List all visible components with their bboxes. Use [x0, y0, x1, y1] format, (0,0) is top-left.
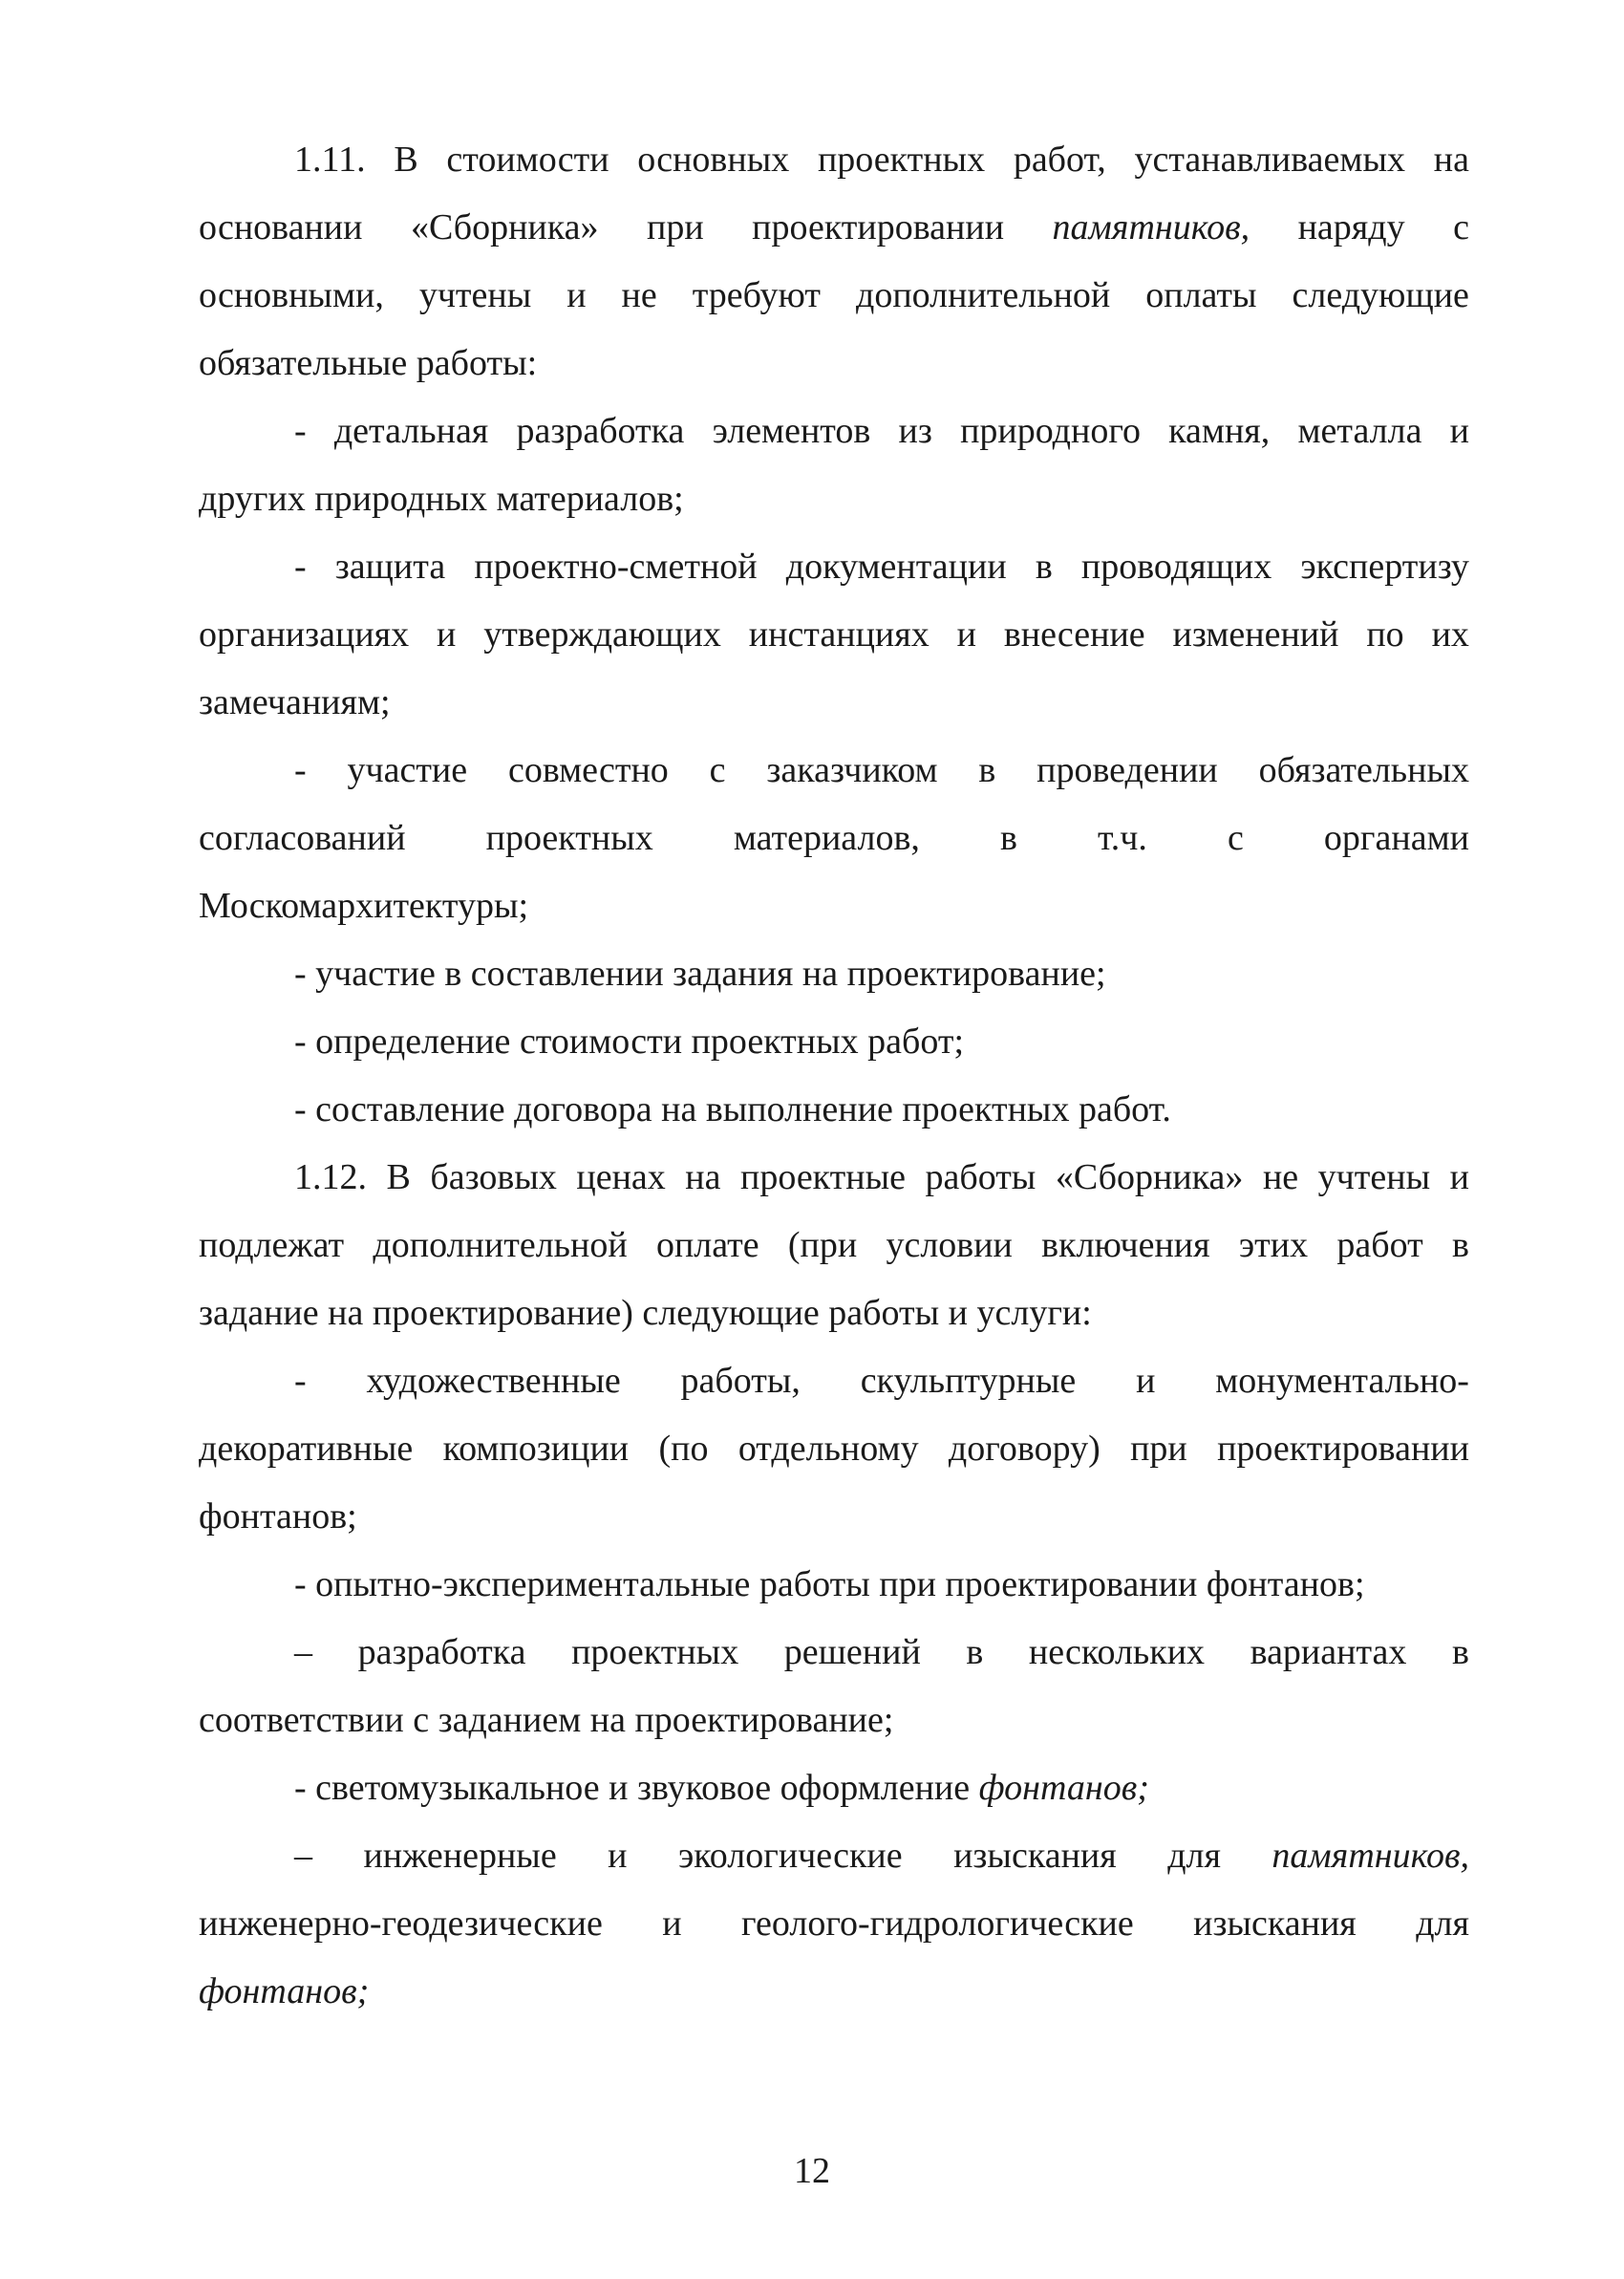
text-line — [199, 194, 1469, 262]
word: 1.12. — [294, 1157, 367, 1197]
text-line — [199, 1347, 1469, 1415]
word: согласований — [199, 818, 406, 858]
text-line — [199, 1212, 1469, 1279]
word: инженерные — [363, 1836, 557, 1876]
word: памятников, — [1052, 207, 1250, 247]
word: «Сборника» — [410, 207, 599, 247]
word: и — [608, 1836, 628, 1876]
line-text: - определение стоимости проектных работ; — [294, 1021, 965, 1062]
word: - — [294, 547, 307, 587]
text-line — [199, 669, 1469, 737]
word: следующие — [1292, 275, 1469, 315]
line-text: - опытно-экспериментальные работы при проектировании фонтанов; — [294, 1564, 1365, 1604]
word: стоимости — [446, 140, 609, 180]
page-number: 12 — [794, 2151, 830, 2191]
line-text: - участие в составлении задания на проектирование; — [294, 954, 1106, 994]
word: с — [709, 750, 726, 790]
word: элементов — [712, 411, 871, 451]
text-line — [199, 1279, 1469, 1347]
word: учтены — [1317, 1157, 1431, 1197]
word: организациях — [199, 614, 410, 655]
word: В — [394, 140, 418, 180]
word: документации — [785, 547, 1007, 587]
word: проектировании — [1217, 1429, 1469, 1469]
word: органами — [1323, 818, 1469, 858]
word: проектных — [485, 818, 653, 858]
word: основании — [199, 207, 363, 247]
word: и — [662, 1903, 682, 1944]
text-line — [199, 1619, 1469, 1687]
word: металла — [1297, 411, 1422, 451]
word: композиции — [442, 1429, 630, 1469]
word: с — [1453, 207, 1469, 247]
word: и — [1449, 411, 1469, 451]
line-text: фонтанов; — [199, 1496, 357, 1537]
word: их — [1431, 614, 1469, 655]
word: скульптурные — [860, 1361, 1077, 1401]
word: обязательных — [1258, 750, 1469, 790]
text-line — [199, 1551, 1469, 1619]
word: памятников, — [1271, 1836, 1469, 1876]
text-line — [199, 1754, 1469, 1822]
word: вариантах — [1250, 1632, 1407, 1672]
text-line — [199, 465, 1469, 533]
word: на — [1433, 140, 1469, 180]
word: в — [999, 818, 1017, 858]
word: – — [294, 1836, 312, 1876]
word: В — [386, 1157, 411, 1197]
text-line — [199, 1144, 1469, 1212]
text-line — [199, 805, 1469, 872]
word: совместно — [507, 750, 669, 790]
line-text: - светомузыкальное и звуковое оформление фонтанов; — [294, 1768, 1149, 1808]
word: внесение — [1003, 614, 1145, 655]
word: на — [685, 1157, 721, 1197]
word: ценах — [576, 1157, 666, 1197]
word: требуют — [692, 275, 822, 315]
word: – — [294, 1632, 312, 1672]
word: изыскания — [1193, 1903, 1357, 1944]
word: (при — [787, 1225, 858, 1265]
word: экологические — [677, 1836, 903, 1876]
word: в — [1451, 1225, 1469, 1265]
text-line — [199, 1890, 1469, 1958]
text-line — [199, 330, 1469, 398]
text-line — [199, 398, 1469, 465]
word: камня, — [1168, 411, 1271, 451]
word: участие — [347, 750, 468, 790]
line-text: обязательные работы: — [199, 343, 538, 383]
text-line — [199, 533, 1469, 601]
word: устанавливаемых — [1134, 140, 1405, 180]
word: художественные — [366, 1361, 621, 1401]
text-line — [199, 940, 1469, 1008]
text-line — [199, 262, 1469, 330]
word: проектных — [571, 1632, 739, 1672]
word: нескольких — [1028, 1632, 1206, 1672]
word: работы — [925, 1157, 1036, 1197]
text-line — [199, 1008, 1469, 1076]
word: условии — [886, 1225, 1013, 1265]
word: работы, — [680, 1361, 801, 1401]
word: детальная — [333, 411, 489, 451]
word: и — [1136, 1361, 1156, 1401]
word: в — [1452, 1632, 1469, 1672]
word: монументально- — [1215, 1361, 1469, 1401]
text-line — [199, 1958, 1469, 2026]
word: декоративные — [199, 1429, 414, 1469]
word: базовых — [430, 1157, 557, 1197]
word: и — [956, 614, 976, 655]
word: утверждающих — [483, 614, 721, 655]
word: - — [294, 1361, 307, 1401]
word: в — [966, 1632, 984, 1672]
word: из — [898, 411, 932, 451]
word: разработка — [516, 411, 685, 451]
line-text: соответствии с заданием на проектирование; — [199, 1700, 894, 1740]
word: (по — [658, 1429, 709, 1469]
word: с — [1227, 818, 1244, 858]
text-line — [199, 1483, 1469, 1551]
word: проектно-сметной — [474, 547, 758, 587]
word: - — [294, 411, 307, 451]
word: учтены — [418, 275, 532, 315]
line-text: фонтанов; — [199, 1971, 370, 2011]
word: при — [647, 207, 704, 247]
word: для — [1167, 1836, 1221, 1876]
text-line — [199, 1822, 1469, 1890]
text-line — [199, 872, 1469, 940]
word: заказчиком — [766, 750, 938, 790]
word: решений — [783, 1632, 921, 1672]
word: оплате — [655, 1225, 759, 1265]
word: природного — [960, 411, 1141, 451]
word: оплаты — [1145, 275, 1257, 315]
word: договору) — [948, 1429, 1100, 1469]
word: и — [566, 275, 587, 315]
word: основными, — [199, 275, 384, 315]
word: - — [294, 750, 307, 790]
word: не — [1262, 1157, 1299, 1197]
word: проектных — [817, 140, 986, 180]
word: и — [1449, 1157, 1469, 1197]
document-body — [199, 126, 1469, 2026]
word: экспертизу — [1300, 547, 1469, 587]
line-text: замечаниям; — [199, 682, 391, 722]
word: инстанциях — [748, 614, 930, 655]
word: и — [437, 614, 457, 655]
word: материалов, — [733, 818, 920, 858]
line-text: задание на проектирование) следующие работы и услуги: — [199, 1293, 1092, 1333]
word: защита — [334, 547, 446, 587]
word: включения — [1041, 1225, 1210, 1265]
word: при — [1130, 1429, 1187, 1469]
word: для — [1416, 1903, 1469, 1944]
word: проведении — [1036, 750, 1218, 790]
word: по — [1366, 614, 1404, 655]
word: наряду — [1297, 207, 1405, 247]
text-line — [199, 1687, 1469, 1754]
line-text: Москомархитектуры; — [199, 886, 529, 926]
word: изменений — [1172, 614, 1339, 655]
text-line — [199, 737, 1469, 805]
word: дополнительной — [856, 275, 1111, 315]
word: в — [978, 750, 996, 790]
word: основных — [637, 140, 790, 180]
line-text: - составление договора на выполнение проектных работ. — [294, 1089, 1171, 1129]
line-text: других природных материалов; — [199, 479, 684, 519]
text-line — [199, 601, 1469, 669]
word: проектные — [740, 1157, 906, 1197]
word: «Сборника» — [1055, 1157, 1244, 1197]
word: геолого-гидрологические — [740, 1903, 1134, 1944]
text-line — [199, 126, 1469, 194]
word: инженерно-геодезические — [199, 1903, 603, 1944]
word: проводящих — [1080, 547, 1272, 587]
word: в — [1035, 547, 1053, 587]
word: работ, — [1013, 140, 1106, 180]
word: подлежат — [199, 1225, 345, 1265]
word: работ — [1336, 1225, 1423, 1265]
word: 1.11. — [294, 140, 366, 180]
word: разработка — [357, 1632, 526, 1672]
word: изыскания — [953, 1836, 1117, 1876]
word: не — [621, 275, 657, 315]
word: т.ч. — [1098, 818, 1147, 858]
word: этих — [1238, 1225, 1309, 1265]
word: дополнительной — [373, 1225, 628, 1265]
text-line — [199, 1415, 1469, 1483]
word: проектировании — [752, 207, 1005, 247]
text-line — [199, 1076, 1469, 1144]
word: отдельному — [737, 1429, 919, 1469]
